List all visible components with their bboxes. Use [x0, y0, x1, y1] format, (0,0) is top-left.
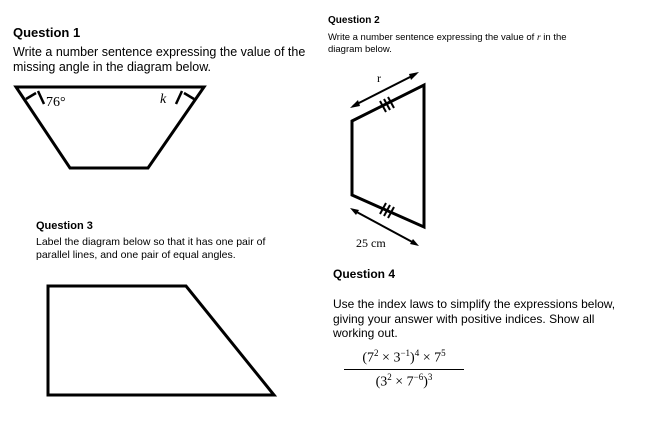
q2-text-before: Write a number sentence expressing the value of [328, 32, 537, 43]
q2-top-label: r [377, 71, 381, 85]
q4-text: Use the index laws to simplify the expressions below, giving your answer with positive indices. Show all working out. [333, 297, 616, 340]
q1-trapezium [16, 87, 204, 168]
q1-title: Question 1 [13, 25, 81, 40]
q3-trapezium [48, 286, 274, 395]
q4-title: Question 4 [333, 267, 396, 281]
q2-variable: r [536, 33, 541, 43]
q1-angle-label: 76° [46, 95, 66, 110]
q3-title: Question 3 [36, 220, 93, 232]
q4-numerator: $(7^2 \times 3^{-1})^4 \times 7^5$ [362, 348, 446, 366]
q3-text: Label the diagram below so that it has one pair of parallel lines, and one pair of equal angles. [36, 236, 266, 261]
q1-text: Write a number sentence expressing the value of the missing angle in the diagram below. [13, 45, 306, 74]
q2-parallel-marks [380, 97, 394, 218]
q2-text-after: in the diagram below. [328, 32, 567, 55]
q4-denominator: $(3^2 \times 7^{-6})^3$ [375, 371, 433, 390]
q2-top-arrow [350, 72, 419, 108]
q2-bottom-label: 25 cm [356, 236, 386, 250]
q2-title: Question 2 [328, 15, 380, 26]
q1-unknown-label: k [160, 92, 167, 107]
